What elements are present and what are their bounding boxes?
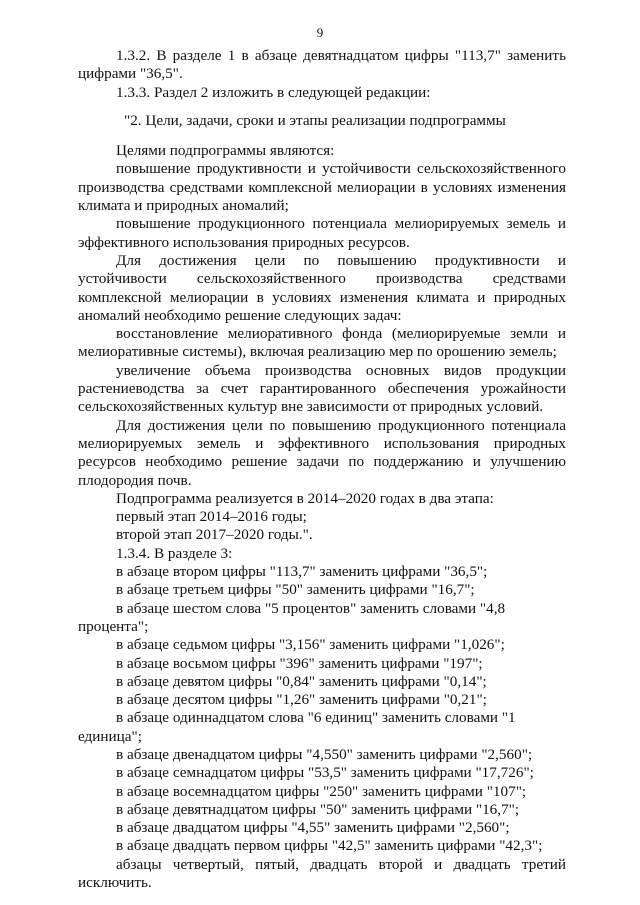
- document-body: [78, 47, 566, 892]
- amendment-item: в абзаце третьем цифры "50" заменить цифрами "16,7";: [116, 581, 475, 599]
- amendment-item: в абзаце девятнадцатом цифры "50" заменить цифрами "16,7";: [116, 800, 520, 818]
- amendment-item: в абзаце девятом цифры "0,84" заменить цифрами "0,14";: [116, 672, 487, 690]
- paragraph-stage-2: второй этап 2017–2020 годы.".: [116, 526, 313, 544]
- amendment-item: в абзаце восьмом цифры "396" заменить цифрами "197";: [116, 654, 483, 672]
- amendment-item: в абзаце одиннадцатом слова "6 единиц" заменить словами "1 единица";: [78, 709, 516, 745]
- paragraph-tasks-intro-2: Для достижения цели по повышению продукционного потенциала мелиорируемых земель и эффективного использования природных ресурсов необходимо решение задачи по поддержанию и улучшению плодородия почв.: [78, 416, 566, 489]
- amendment-item: в абзаце втором цифры "113,7" заменить цифрами "36,5";: [116, 563, 488, 581]
- paragraph-exclusion: абзацы четвертый, пятый, двадцать второй и двадцать третий исключить.: [78, 855, 566, 892]
- paragraph-1-3-4: 1.3.4. В разделе 3:: [116, 544, 233, 562]
- paragraph-task-2: увеличение объема производства основных видов продукции растениеводства за счет гарантированного обеспечения урожайности сельскохозяйственных культур вне зависимости от природных условий.: [78, 361, 566, 416]
- amendment-item: в абзаце шестом слова "5 процентов" заменить словами "4,8 процента";: [78, 599, 506, 635]
- paragraph-tasks-intro-1: Для достижения цели по повышению продуктивности и устойчивости сельскохозяйственного производства средствами комплексной мелиорации в условиях изменения климата и природных аномалий необходимо решение следующих задач:: [78, 251, 566, 324]
- amendment-item: в абзаце седьмом цифры "3,156" заменить цифрами "1,026";: [116, 636, 505, 654]
- amendment-item: в абзаце десятом цифры "1,26" заменить цифрами "0,21";: [116, 691, 487, 709]
- paragraph-1-3-2: 1.3.2. В разделе 1 в абзаце девятнадцатом цифры "113,7" заменить цифрами "36,5".: [78, 47, 566, 83]
- paragraph-stage-1: первый этап 2014–2016 годы;: [116, 508, 307, 526]
- paragraph-task-1: восстановление мелиоративного фонда (мелиорируемые земли и мелиоративные системы), включая реализацию мер по орошению земель;: [78, 325, 566, 361]
- amendment-item: в абзаце двадцатом цифры "4,55" заменить цифрами "2,560";: [116, 819, 510, 837]
- amendment-item: в абзаце двенадцатом цифры "4,550" заменить цифрами "2,560";: [116, 745, 533, 763]
- paragraph-1-3-3: 1.3.3. Раздел 2 изложить в следующей редакции:: [116, 83, 431, 101]
- amendment-item: в абзаце семнадцатом цифры "53,5" заменить цифрами "17,726";: [116, 764, 534, 782]
- amendment-item: в абзаце восемнадцатом цифры "250" заменить цифрами "107";: [116, 782, 527, 800]
- page-number: 9: [316, 25, 324, 40]
- amendment-item: в абзаце двадцать первом цифры "42,5" заменить цифрами "42,3";: [116, 837, 543, 855]
- paragraph-stages-intro: Подпрограмма реализуется в 2014–2020 годах в два этапа:: [116, 489, 494, 507]
- paragraph-goal-2: повышение продукционного потенциала мелиорируемых земель и эффективного использования природных ресурсов.: [78, 215, 566, 251]
- paragraph-goals-intro: Целями подпрограммы являются:: [116, 142, 335, 160]
- section-heading: "2. Цели, задачи, сроки и этапы реализации подпрограммы: [124, 111, 506, 129]
- paragraph-goal-1: повышение продуктивности и устойчивости сельскохозяйственного производства средствами комплексной мелиорации в условиях изменения климата и природных аномалий;: [78, 160, 566, 215]
